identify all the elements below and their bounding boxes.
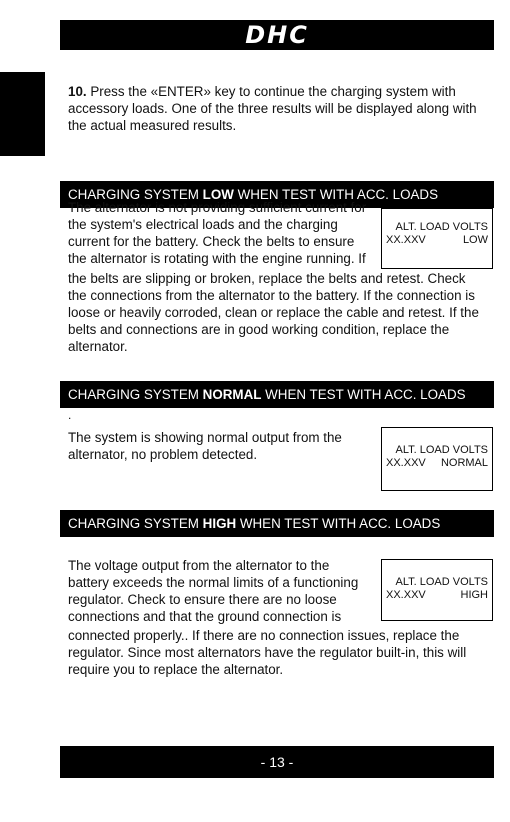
section-heading-high: CHARGING SYSTEM HIGH WHEN TEST WITH ACC. LOADS xyxy=(60,510,494,537)
display-title: ALT. LOAD VOLTS xyxy=(395,576,488,588)
display-title: ALT. LOAD VOLTS xyxy=(395,221,488,233)
display-readout: XX.XXV HIGH xyxy=(386,589,488,601)
high-description-narrow: The voltage output from the alternator to the battery exceeds the normal limits of a functioning regulator. Check to ensure there are no loose connections and that the ground connection is xyxy=(68,558,359,624)
normal-description: The system is showing normal output from the alternator, no problem detected. xyxy=(68,430,342,462)
display-readout: XX.XXV LOW xyxy=(386,234,488,246)
display-title: ALT. LOAD VOLTS xyxy=(395,444,488,456)
step-number: 10. xyxy=(68,84,87,99)
intro-text: Press the «ENTER» key to continue the charging system with accessory loads. One of the three results will be displayed along with the actual measured results. xyxy=(68,84,477,133)
low-display-box xyxy=(381,208,493,269)
section-heading-normal: CHARGING SYSTEM NORMAL WHEN TEST WITH ACC. LOADS xyxy=(60,381,494,408)
low-description-full: the belts are slipping or broken, replace the belts and retest. Check the connections from the alternator to the battery. If the connection is loose or heavily corroded, clean or replace the cable and retest. If the belts and connections are in good working condition, replace the alternator. xyxy=(68,271,479,354)
high-description-full: connected properly.. If there are no connection issues, replace the regulator. Since most alternators have the regulator built-in, this will require you to replace the alternator. xyxy=(68,628,467,677)
section-tab-marker xyxy=(0,72,45,156)
brand-header: DHC xyxy=(60,20,494,50)
page-number-footer: - 13 - xyxy=(60,746,494,778)
low-description-narrow: The alternator is not providing sufficient current for the system's electrical loads and the charging current for the battery. Check the belts to ensure the alternator is rotating with the engine running. If xyxy=(68,200,367,266)
stray-mark: . xyxy=(68,408,72,422)
normal-display-box xyxy=(381,427,493,491)
section-heading-low: CHARGING SYSTEM LOW WHEN TEST WITH ACC. LOADS xyxy=(60,181,494,208)
display-readout: XX.XXV NORMAL xyxy=(386,457,488,469)
high-display-box xyxy=(381,559,493,621)
intro-paragraph xyxy=(68,83,496,134)
